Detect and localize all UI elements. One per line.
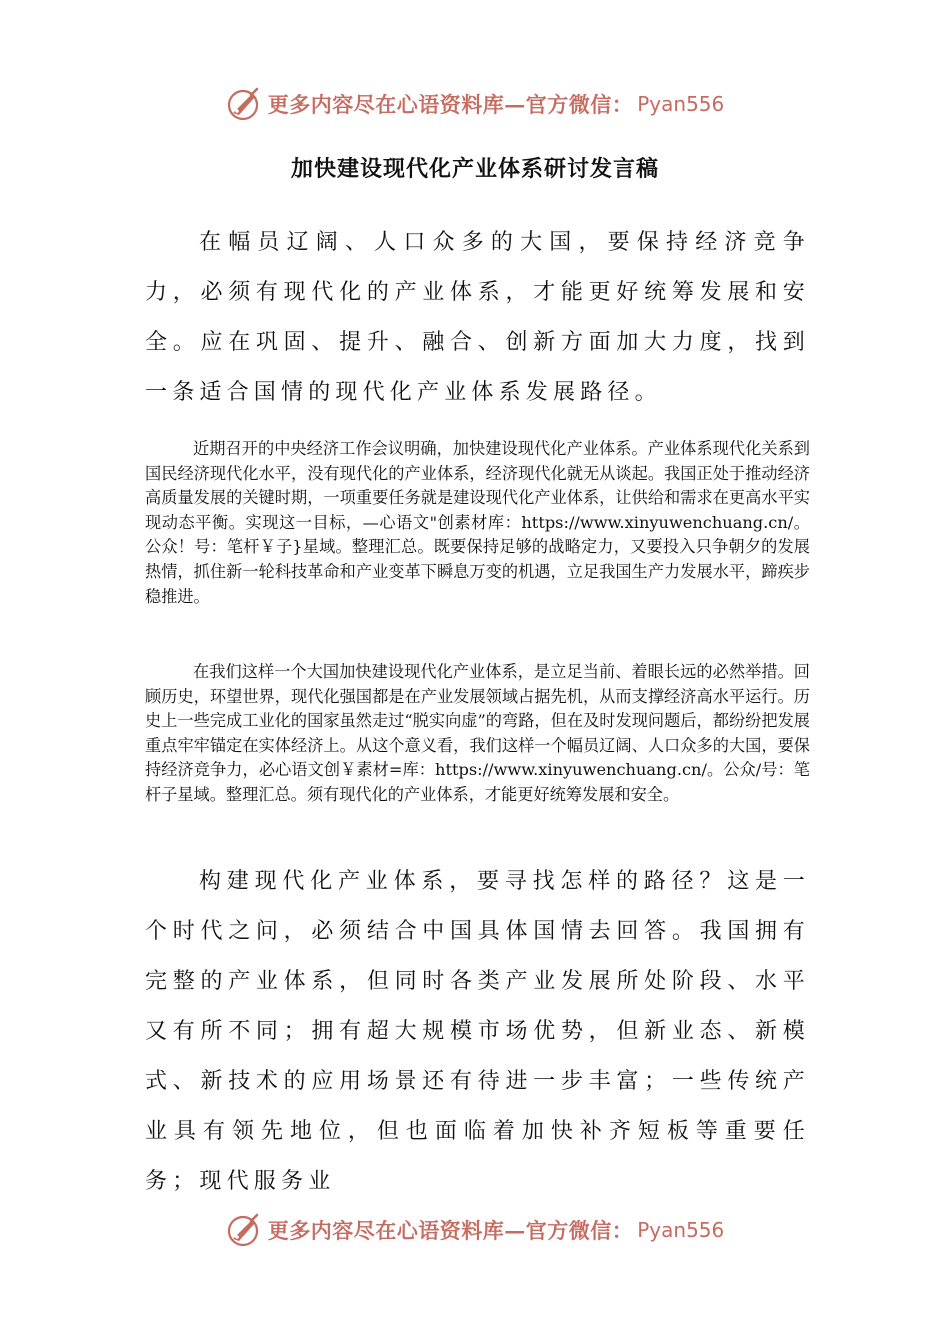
banner-wechat-id: Pyan556	[637, 1218, 725, 1242]
banner-wechat-id: Pyan556	[637, 92, 725, 116]
paragraph-intro: 在幅员辽阔、人口众多的大国，要保持经济竞争力，必须有现代化的产业体系，才能更好统筹发展和安全。应在巩固、提升、融合、创新方面加大力度，找到一条适合国情的现代化产业体系发展路径。	[145, 230, 810, 405]
paragraph-body-3: 构建现代化产业体系，要寻找怎样的路径？这是一个时代之问，必须结合中国具体国情去回答。我国拥有完整的产业体系，但同时各类产业发展所处阶段、水平又有所不同；拥有超大规模市场优势，但新业态、新模式、新技术的应用场景还有待进一步丰富；一些传统产业具有领先地位，但也面临着加快补齐短板等重要任务；现代服务业	[145, 869, 810, 1194]
footer-banner	[0, 1208, 950, 1252]
paragraph-body-2: 在我们这样一个大国加快建设现代化产业体系，是立足当前、着眼长远的必然举措。回顾历史，环望世界，现代化强国都是在产业发展领域占据先机，从而支撑经济高水平运行。历史上一些完成工业化的国家虽然走过“脱实向虚”的弯路，但在及时发现问题后，都纷纷把发展重点牢牢锚定在实体经济上。从这个意义看，我们这样一个幅员辽阔、人口众多的大国，要保持经济竞争力，必心语文创￥素材=库：https://www.xinyuwenchuang.cn/。公众/号：笔杆子星域。整理汇总。须有现代化的产业体系，才能更好统筹发展和安全。	[145, 662, 810, 804]
header-banner	[0, 82, 950, 126]
pen-nib-icon	[226, 86, 262, 122]
banner-text: 更多内容尽在心语资料库—官方微信：	[267, 92, 634, 117]
pen-nib-icon	[226, 1212, 262, 1248]
banner-text: 更多内容尽在心语资料库—官方微信：	[267, 1218, 634, 1243]
paragraph-body-1: 近期召开的中央经济工作会议明确，加快建设现代化产业体系。产业体系现代化关系到国民经济现代化水平，没有现代化的产业体系，经济现代化就无从谈起。我国正处于推动经济高质量发展的关键时期，一项重要任务就是建设现代化产业体系，让供给和需求在更高水平实现动态平衡。实现这一目标，—心语文"创素材库：https://www.xinyuwenchuang.cn/。公众！号：笔杆￥子}星域。整理汇总。既要保持足够的战略定力，又要投入只争朝夕的发展热情，抓住新一轮科技革命和产业变革下瞬息万变的机遇，立足我国生产力发展水平，蹄疾步稳推进。	[145, 439, 810, 606]
page-title: 加快建设现代化产业体系研讨发言稿	[290, 157, 659, 182]
